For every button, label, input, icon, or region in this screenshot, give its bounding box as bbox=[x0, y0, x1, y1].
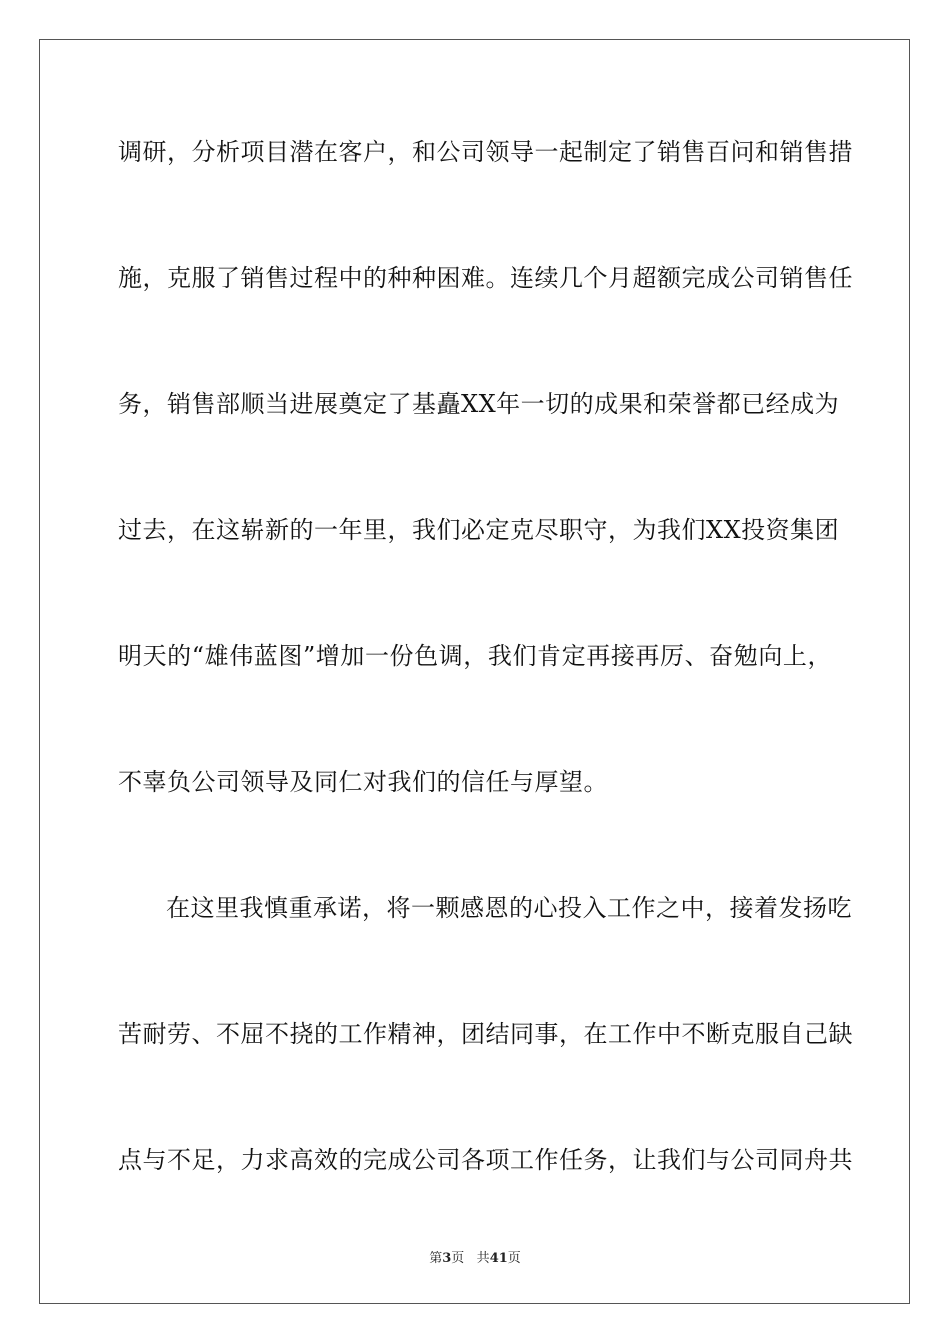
text-line: 不辜负公司领导及同仁对我们的信任与厚望。 bbox=[118, 768, 608, 796]
text-line: 过去，在这崭新的一年里，我们必定克尽职守，为我们XX投资集团 bbox=[118, 516, 840, 544]
text-line: 施，克服了销售过程中的种种困难。连续几个月超额完成公司销售任 bbox=[118, 264, 853, 292]
text-line: 苦耐劳、不屈不挠的工作精神，团结同事，在工作中不断克服自己缺 bbox=[118, 1020, 853, 1048]
text-line: 调研，分析项目潜在客户，和公司领导一起制定了销售百问和销售措 bbox=[118, 138, 853, 166]
page-footer bbox=[0, 1247, 950, 1266]
text-line: 务，销售部顺当进展奠定了基矗XX年一切的成果和荣誉都已经成为 bbox=[118, 390, 840, 418]
page-number: 3 bbox=[442, 1251, 452, 1266]
body-text bbox=[118, 128, 853, 1262]
total-suffix: 页 bbox=[507, 1251, 521, 1266]
text-line: 明天的“雄伟蓝图”增加一份色调，我们肯定再接再厉、奋勉向上， bbox=[118, 642, 832, 670]
text-line: 点与不足，力求高效的完成公司各项工作任务，让我们与公司同舟共 bbox=[118, 1146, 853, 1174]
total-prefix: 共 bbox=[476, 1251, 490, 1266]
page-suffix: 页 bbox=[451, 1251, 465, 1266]
text-line: 在这里我慎重承诺，将一颗感恩的心投入工作之中，接着发扬吃 bbox=[166, 894, 852, 922]
total-pages: 41 bbox=[489, 1251, 508, 1266]
page-prefix: 第 bbox=[429, 1251, 443, 1266]
